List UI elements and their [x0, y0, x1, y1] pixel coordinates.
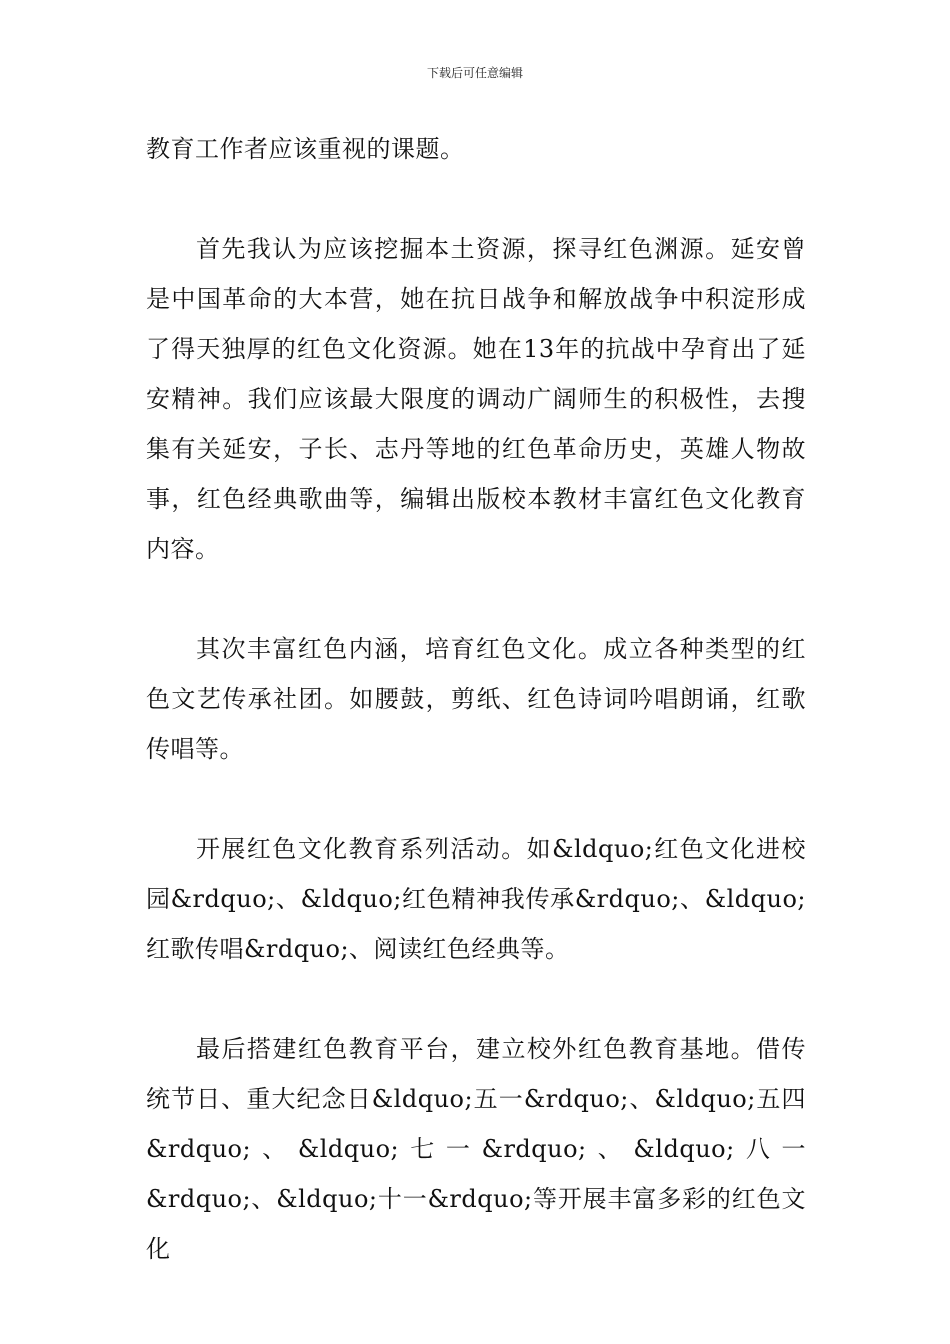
paragraph-5: 最后搭建红色教育平台，建立校外红色教育基地。借传统节日、重大纪念日&ldquo;五一&rdquo;、&ldquo;五四&rdquo;、&ldquo;七一&rdquo;、&ldquo;八一&rdquo;、&ldquo;十一&rdquo;等开展丰富多彩的红色文化	[146, 1035, 806, 1263]
paragraph-spacer	[146, 974, 806, 1024]
paragraph-2: 首先我认为应该挖掘本土资源，探寻红色渊源。延安曾是中国革命的大本营，她在抗日战争和解放战争中积淀形成了得天独厚的红色文化资源。她在13年的抗战中孕育出了延安精神。我们应该最大限度的调动广阔师生的积极性，去搜集有关延安，子长、志丹等地的红色革命历史，英雄人物故事，红色经典歌曲等，编辑出版校本教材丰富红色文化教育内容。	[146, 235, 806, 563]
paragraph-spacer	[146, 174, 806, 224]
paragraph-1: 教育工作者应该重视的课题。	[146, 135, 465, 163]
document-body	[146, 124, 806, 1274]
paragraph-spacer	[146, 574, 806, 624]
paragraph-3: 其次丰富红色内涵，培育红色文化。成立各种类型的红色文艺传承社团。如腰鼓，剪纸、红色诗词吟唱朗诵，红歌传唱等。	[146, 635, 806, 763]
paragraph-4: 开展红色文化教育系列活动。如&ldquo;红色文化进校园&rdquo;、&ldquo;红色精神我传承&rdquo;、&ldquo;红歌传唱&rdquo;、阅读红色经典等。	[146, 835, 806, 963]
page-header: 下载后可任意编辑	[426, 66, 523, 80]
paragraph-spacer	[146, 774, 806, 824]
